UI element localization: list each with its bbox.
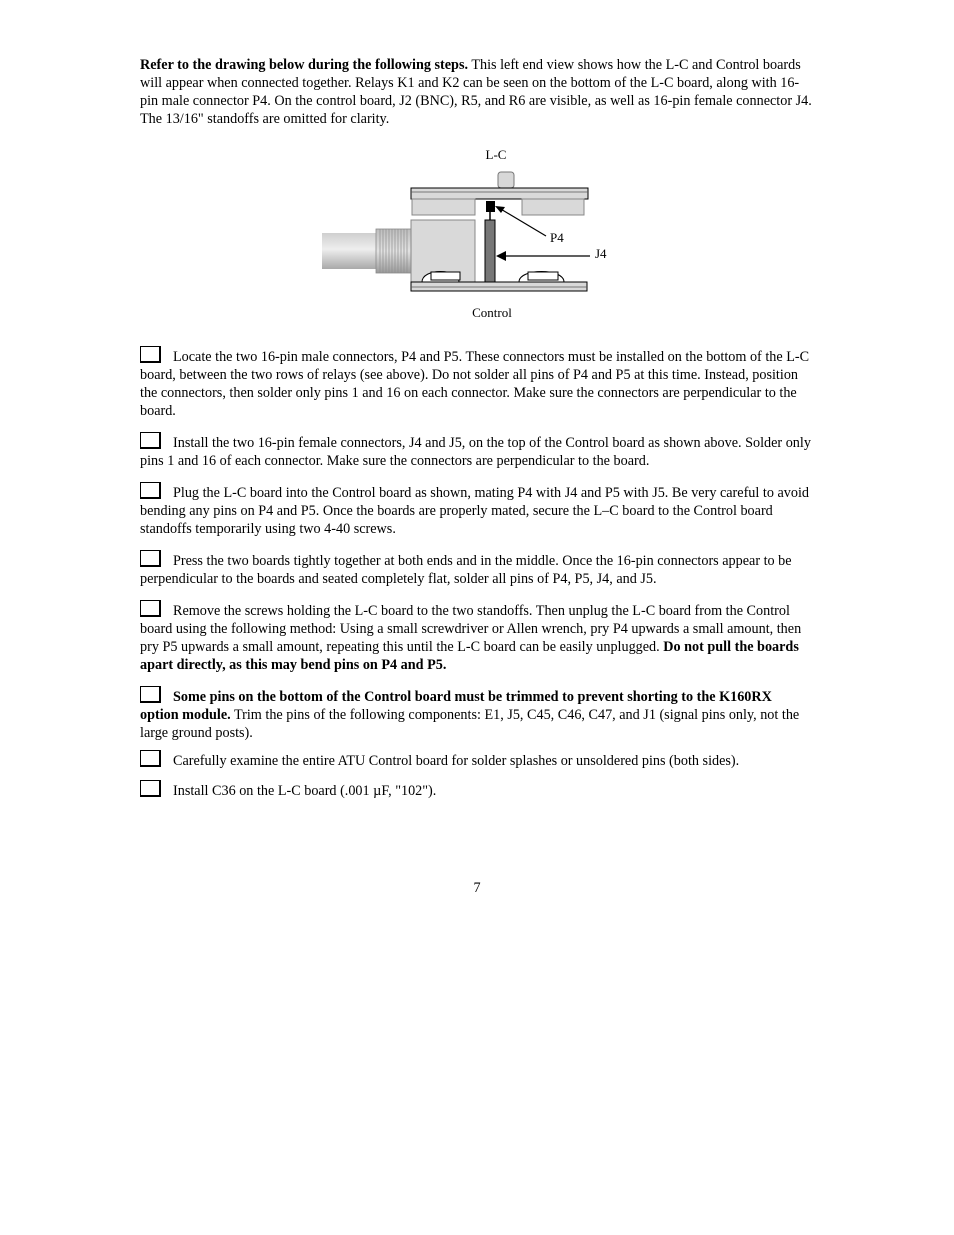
- step-text: Install the two 16-pin female connectors, J4 and J5, on the top of the Control board as shown above. Solder only pins 1 and 16 of each connector. Make sure the connectors are perpendicular to the board.: [140, 435, 811, 469]
- resistor-r5: [431, 272, 460, 280]
- control-board: [411, 282, 587, 291]
- connector-p4: [486, 201, 495, 212]
- step-item: [140, 600, 812, 674]
- step-checkbox[interactable]: [140, 686, 161, 703]
- resistor-r6: [528, 272, 558, 280]
- step-bold-lead: Some pins on the bottom of the Control board must be trimmed to prevent shorting to the K160RX option module.: [140, 689, 772, 723]
- step-checkbox[interactable]: [140, 550, 161, 567]
- relay-k2: [522, 199, 584, 215]
- step-item: [140, 686, 812, 742]
- relay-k1: [412, 199, 475, 215]
- lc-board: [411, 188, 588, 199]
- step-checkbox[interactable]: [140, 346, 161, 363]
- step-item: [140, 432, 812, 470]
- bnc-nut: [376, 229, 412, 273]
- intro-text: This left end view shows how the L-C and Control boards will appear when connected together. Relays K1 and K2 can be seen on the bottom of the L-C board, along with 16-pin male connector P4. On the control board, J2 (BNC), R5, and R6 are visible, as well as 16-pin female connector J4. The 13/16" standoffs are omitted for clarity.: [140, 57, 812, 127]
- label-lc: L-C: [485, 147, 507, 162]
- board-assembly-drawing: [310, 140, 630, 330]
- step-item: [140, 482, 812, 538]
- step-text: Press the two boards tightly together at both ends and in the middle. Once the 16-pin connectors appear to be perpendicular to the boards and seated completely flat, solder all pins of P4, P5, J4, and J5.: [140, 553, 792, 587]
- assembly-steps: [140, 346, 812, 800]
- board-assembly-svg: [310, 140, 630, 330]
- step-text: Remove the screws holding the L-C board to the two standoffs. Then unplug the L-C board from the Control board using the following method: Using a small screwdriver or Allen wrench, pry P4 upwards a small amount, then pry P5 upwards a small amount, repeating this until the L-C board can be easily unplugged.: [140, 603, 802, 655]
- step-item: [140, 750, 812, 770]
- lc-top-component: [498, 172, 514, 188]
- step-warning: Do not pull the boards apart directly, as this may bend pins on P4 and P5.: [140, 639, 799, 673]
- step-checkbox[interactable]: [140, 482, 161, 499]
- page-number: 7: [473, 880, 481, 896]
- step-text: Locate the two 16-pin male connectors, P4 and P5. These connectors must be installed on the bottom of the L-C board, between the two rows of relays (see above). Do not solder all pins of P4 and P5 at this time. Instead, position the connectors, then solder only pins 1 and 16 on each connector. Make sure the connectors are perpendicular to the board.: [140, 349, 810, 419]
- connector-j4: [485, 220, 495, 282]
- step-checkbox[interactable]: [140, 750, 161, 767]
- intro-bold: Refer to the drawing below during the following steps.: [140, 57, 469, 73]
- label-control: Control: [472, 305, 512, 320]
- label-p4: P4: [550, 230, 564, 245]
- step-text: Install C36 on the L-C board (.001 µF, "102").: [173, 783, 437, 799]
- step-item: [140, 346, 812, 420]
- intro-paragraph: [140, 56, 812, 128]
- step-text: Plug the L-C board into the Control board as shown, mating P4 with J4 and P5 with J5. Be very careful to avoid bending any pins on P4 and P5. Once the boards are properly mated, secure the L–C board to the Control board standoffs temporarily using two 4-40 screws.: [140, 485, 809, 537]
- step-checkbox[interactable]: [140, 780, 161, 797]
- step-text: Carefully examine the entire ATU Control board for solder splashes or unsoldered pins (both sides).: [173, 753, 740, 769]
- bnc-shaft: [322, 233, 378, 269]
- step-checkbox[interactable]: [140, 432, 161, 449]
- label-j4: J4: [595, 246, 607, 261]
- step-item: [140, 550, 812, 588]
- step-checkbox[interactable]: [140, 600, 161, 617]
- step-text: Trim the pins of the following components: E1, J5, C45, C46, C47, and J1 (signal pins only, not the large ground posts).: [140, 707, 800, 741]
- step-item: [140, 780, 812, 800]
